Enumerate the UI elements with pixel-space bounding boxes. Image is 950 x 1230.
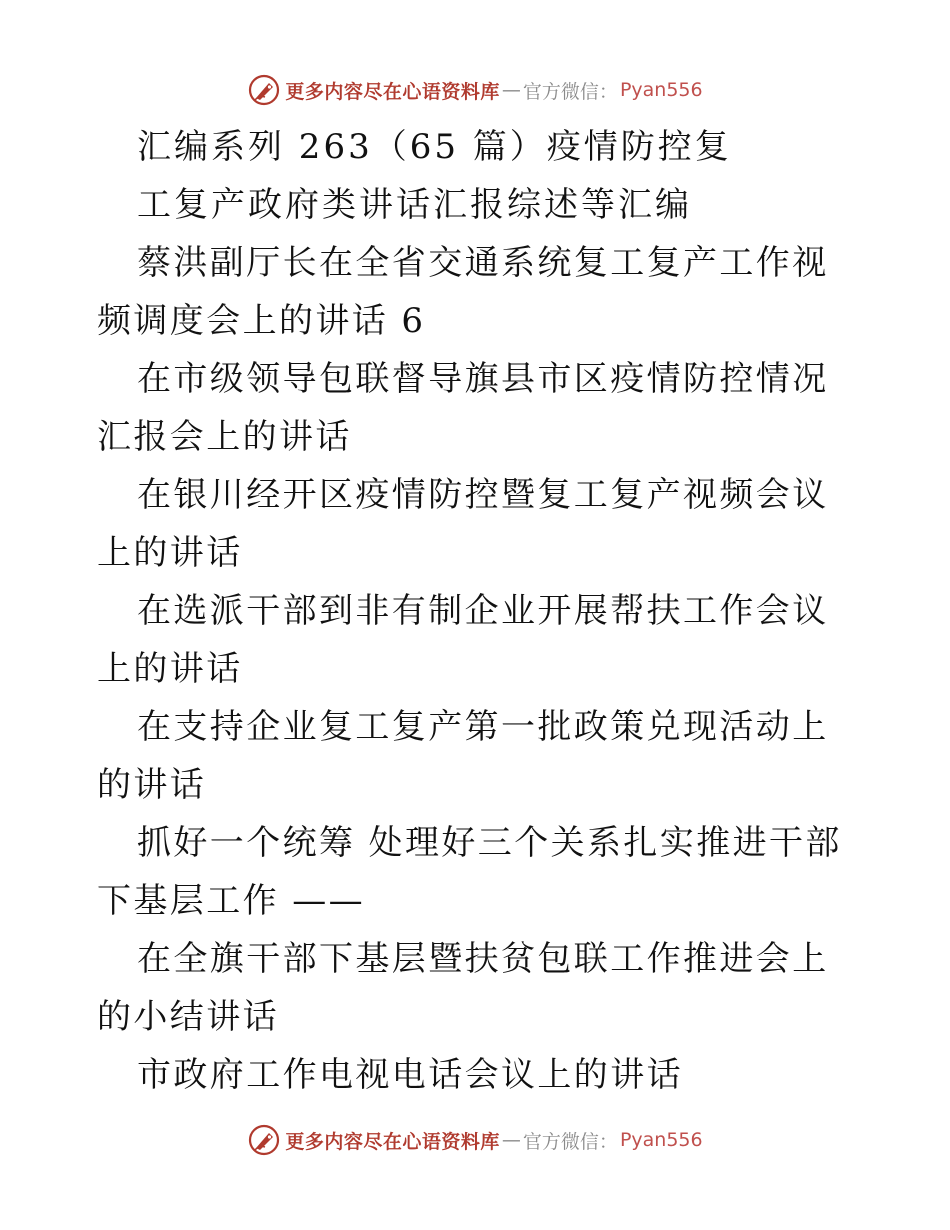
banner-wechat-id: Pyan556	[619, 1129, 703, 1151]
banner-text: 更多内容尽在心语资料库	[285, 80, 500, 103]
banner-wechat-id: Pyan556	[619, 79, 703, 101]
document-body	[97, 118, 857, 1104]
document-title-line: 汇编系列 263（65 篇）疫情防控复	[137, 127, 732, 167]
banner-label: 官方微信：	[522, 1130, 618, 1153]
banner-text: 更多内容尽在心语资料库	[285, 1130, 500, 1153]
toc-entry: 在支持企业复工复产第一批政策兑现活动上的讲话	[97, 707, 829, 805]
toc-entry: 在银川经开区疫情防控暨复工复产视频会议上的讲话	[97, 475, 829, 573]
banner-label: 官方微信：	[522, 80, 618, 103]
toc-entry: 在全旗干部下基层暨扶贫包联工作推进会上的小结讲话	[97, 939, 829, 1037]
toc-entry: 在选派干部到非有制企业开展帮扶工作会议上的讲话	[97, 591, 829, 689]
banner-dash: —	[501, 79, 521, 101]
toc-entry: 在市级领导包联督导旗县市区疫情防控情况汇报会上的讲话	[97, 359, 829, 457]
footer-banner	[0, 1120, 950, 1160]
toc-entry: 市政府工作电视电话会议上的讲话	[137, 1055, 683, 1095]
banner-dash: —	[501, 1129, 521, 1151]
toc-entry: 蔡洪副厅长在全省交通系统复工复产工作视频调度会上的讲话 6	[97, 243, 829, 341]
pen-nib-logo-icon	[247, 1123, 281, 1157]
document-title-line: 工复产政府类讲话汇报综述等汇编	[137, 185, 692, 225]
pen-nib-logo-icon	[247, 73, 281, 107]
header-banner	[0, 70, 950, 110]
toc-entry: 抓好一个统筹 处理好三个关系扎实推进干部下基层工作 ——	[97, 823, 842, 921]
